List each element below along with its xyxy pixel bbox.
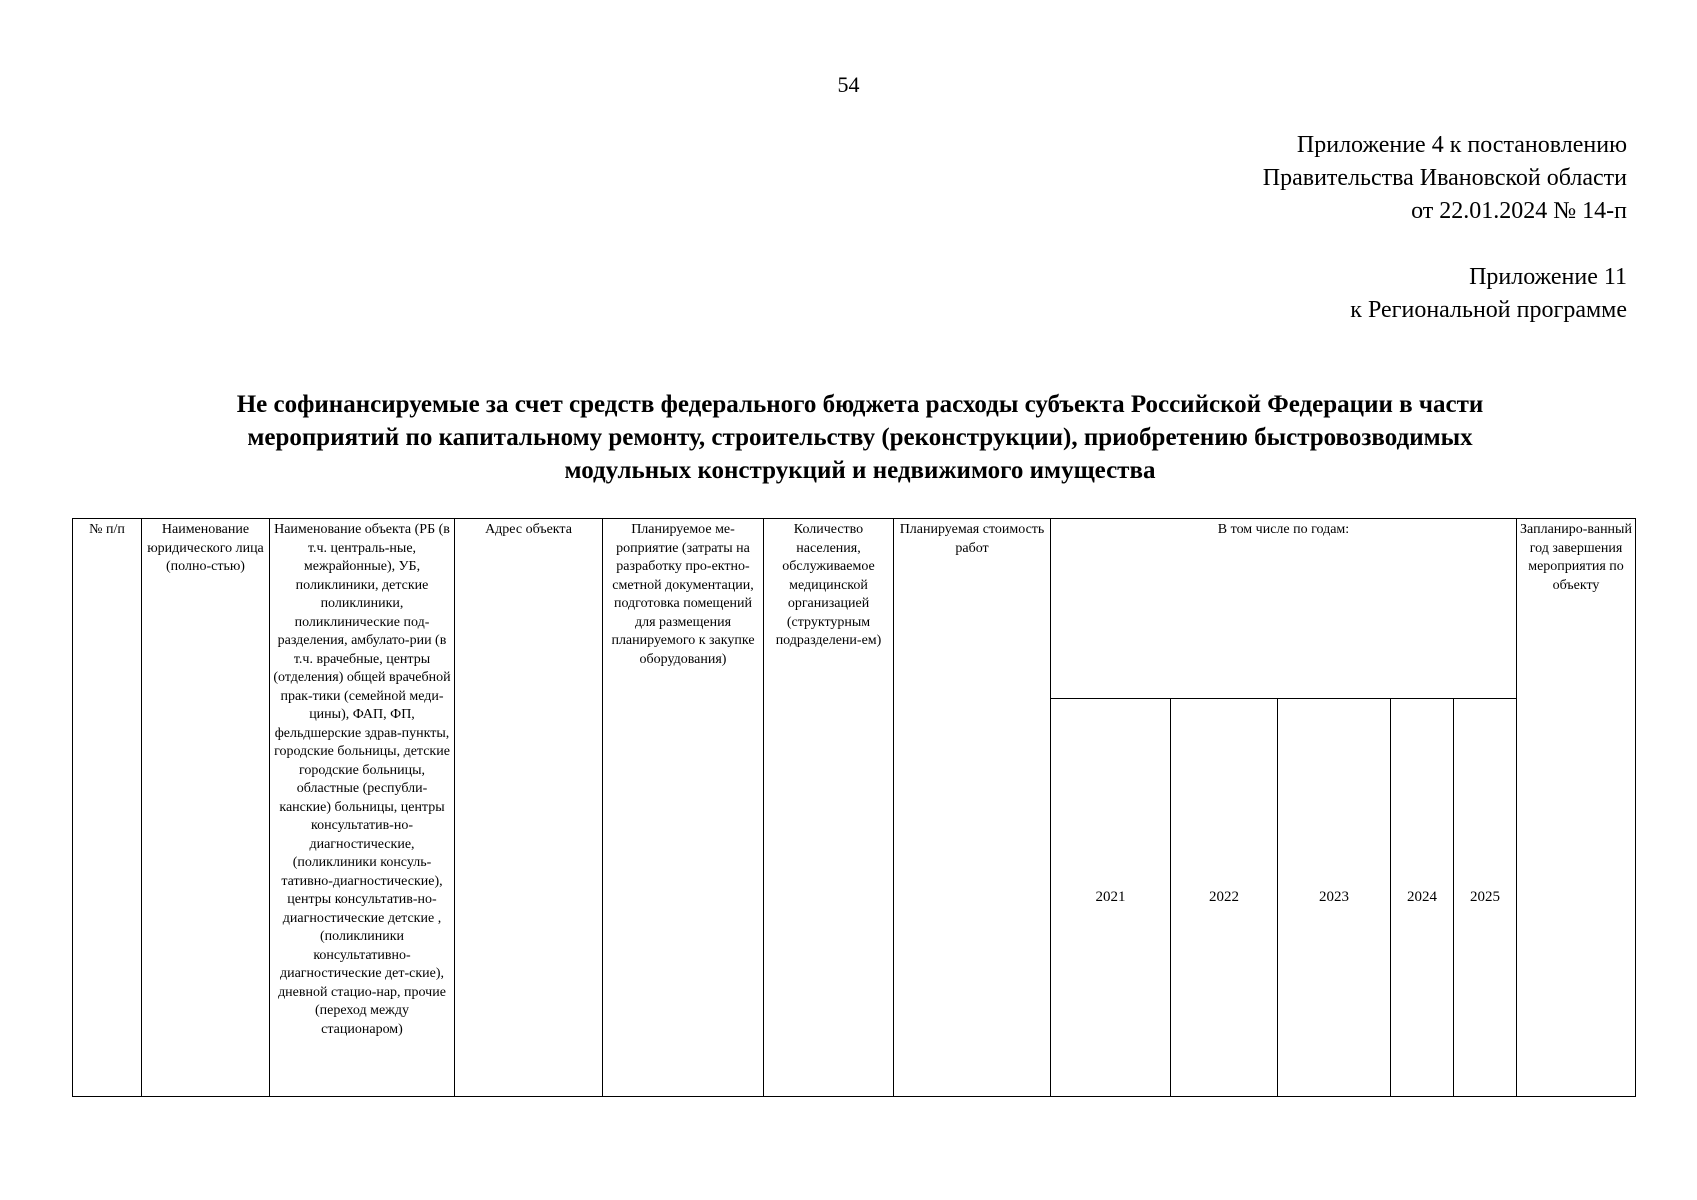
appendix-reference (1263, 129, 1627, 228)
title-line: мероприятий по капитальному ремонту, строительству (реконструкции), приобретению быстровозводимых (247, 424, 1473, 451)
title-line: Не софинансируемые за счет средств федерального бюджета расходы субъекта Российской Федерации в части (236, 391, 1484, 418)
year-cell: 2021 (1051, 699, 1171, 1097)
year-cell: 2022 (1171, 699, 1278, 1097)
appendix-line: Приложение 11 (1469, 264, 1627, 290)
header-object-name: Наименование объекта (РБ (в т.ч. централь-ные, межрайонные), УБ, поликлиники, детские поликлиники, поликлинические под-разделения, амбулато-рии (в т.ч. врачебные, центры (отделения) общей врачебной прак-тики (семейной меди-цины), ФАП, ФП, фельдшерские здрав-пункты, городские больницы, детские городские больницы, областные (республи-канские) больницы, центры консультатив-но-диагностические, (поликлиники консуль-тативно-диагностические), центры консультатив-но-диагностические детские , (поликлиники консультативно-диагностические дет-ские), дневной стацио-нар, прочие (переход между стационаром) (270, 519, 455, 1097)
appendix-line: Приложение 4 к постановлению (1296, 132, 1627, 158)
header-population: Количество населения, обслуживаемое медицинской организацией (структурным подразделени-ем) (764, 519, 894, 1097)
header-by-years: В том числе по годам: (1051, 519, 1517, 699)
header-planned-cost: Планируемая стоимость работ (894, 519, 1051, 1097)
title-line: модульных конструкций и недвижимого имущества (564, 457, 1156, 484)
header-address: Адрес объекта (455, 519, 603, 1097)
year-cell: 2024 (1391, 699, 1454, 1097)
program-appendix-reference (1350, 261, 1627, 327)
header-completion-year: Запланиро-ванный год завершения мероприятия по объекту (1517, 519, 1636, 1097)
document-title (80, 388, 1640, 487)
page-number: 54 (837, 72, 860, 97)
year-cell: 2025 (1454, 699, 1517, 1097)
appendix-line: Правительства Ивановской области (1262, 165, 1627, 191)
header-planned-activity: Планируемое ме-роприятие (затраты на разработку про-ектно-сметной документации, подготовка помещений для размещения планируемого к закупке оборудования) (603, 519, 764, 1097)
year-cell: 2023 (1278, 699, 1391, 1097)
header-legal-entity: Наименование юридического лица (полно-стью) (142, 519, 270, 1097)
header-number: № п/п (73, 519, 142, 1097)
appendix-line: к Региональной программе (1350, 297, 1627, 323)
expenses-table (72, 518, 1636, 1097)
appendix-line: от 22.01.2024 № 14-п (1411, 198, 1627, 224)
